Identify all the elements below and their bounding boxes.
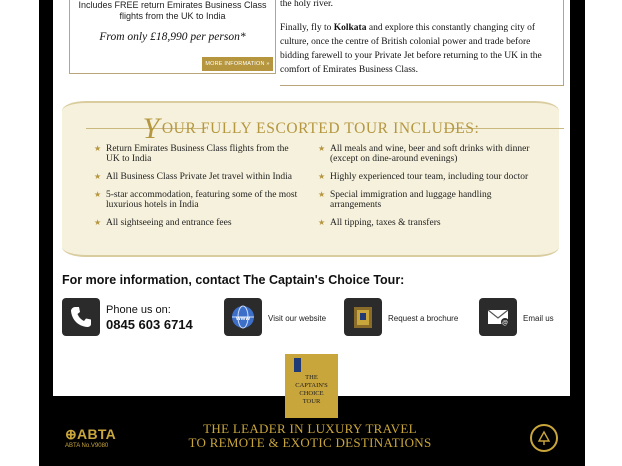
itinerary-finally-paragraph [280,21,558,77]
list-item: ★ Return Emirates Business Class flights from the UK to India [94,144,289,164]
svg-text:@: @ [501,320,509,327]
star-bullet-icon: ★ [94,218,102,227]
star-bullet-icon: ★ [318,218,326,227]
tagline-line-2: TO REMOTE & EXOTIC DESTINATIONS [188,435,432,450]
airline-seal-icon [530,424,558,452]
envelope-icon[interactable] [479,298,517,336]
logo-text: THE CAPTAIN'S CHOICE TOUR [295,374,328,405]
title-rest: OUR FULLY ESCORTED TOUR INCLUDES: [161,120,480,137]
logo-emblem [294,358,301,372]
promo-price: From only £18,990 per person* [99,31,246,43]
finally-prefix: Finally, fly to [280,23,334,33]
contact-heading: For more information, contact The Captain's Choice Tour: [62,273,405,287]
star-bullet-icon: ★ [94,172,102,181]
star-bullet-icon: ★ [94,144,102,153]
star-bullet-icon: ★ [318,172,326,181]
list-item: ★ 5-star accommodation, featuring some of the most luxurious hotels in India [94,190,298,210]
tagline-line-1: THE LEADER IN LUXURY TRAVEL [203,421,417,436]
list-item: ★ Special immigration and luggage handling arrangements [318,190,492,210]
list-item: ★ All tipping, taxes & transfers [318,218,441,228]
email-link[interactable]: Email us [523,314,554,323]
phone-label: Phone us on: [106,304,171,316]
brochure-link[interactable]: Request a brochure [388,314,459,323]
svg-text:www: www [235,316,251,322]
title-initial: Y [142,112,160,145]
list-item: ★ All meals and wine, beer and soft drinks with dinner (except on dine-around evenings) [318,144,530,164]
website-link[interactable]: Visit our website [268,314,327,323]
list-item: ★ All Business Class Private Jet travel within India [94,172,293,182]
abta-logo: ⊕ABTA [65,426,117,442]
tagline [160,422,460,450]
list-item: ★ All sightseeing and entrance fees [94,218,232,228]
itinerary-holy-river: the holy river. [280,0,334,9]
inclusions-right-list [318,144,544,236]
phone-icon[interactable] [62,298,100,336]
brochure-icon[interactable] [344,298,382,336]
finally-city: Kolkata [333,23,367,33]
captains-choice-logo [285,354,338,418]
promo-included-text: Includes FREE return Emirates Business Class flights from the UK to India [78,0,267,21]
list-item: ★ Highly experienced tour team, including tour doctor [318,172,529,182]
star-bullet-icon: ★ [94,190,102,199]
globe-icon[interactable] [224,298,262,336]
inclusions-title [0,107,622,145]
inclusions-left-list [94,144,304,236]
finally-rest: and explore this constantly changing city of culture, once the centre of British colonial power and trade before bidding farewell to your Private Jet before returning to the UK in the comfort of Emirates Business Class. [280,23,542,75]
abta-number: ABTA No.V9080 [65,443,109,449]
phone-number[interactable]: 0845 603 6714 [106,317,193,332]
star-bullet-icon: ★ [318,190,326,199]
more-information-button[interactable]: MORE INFORMATION » [202,57,273,71]
star-bullet-icon: ★ [318,144,326,153]
